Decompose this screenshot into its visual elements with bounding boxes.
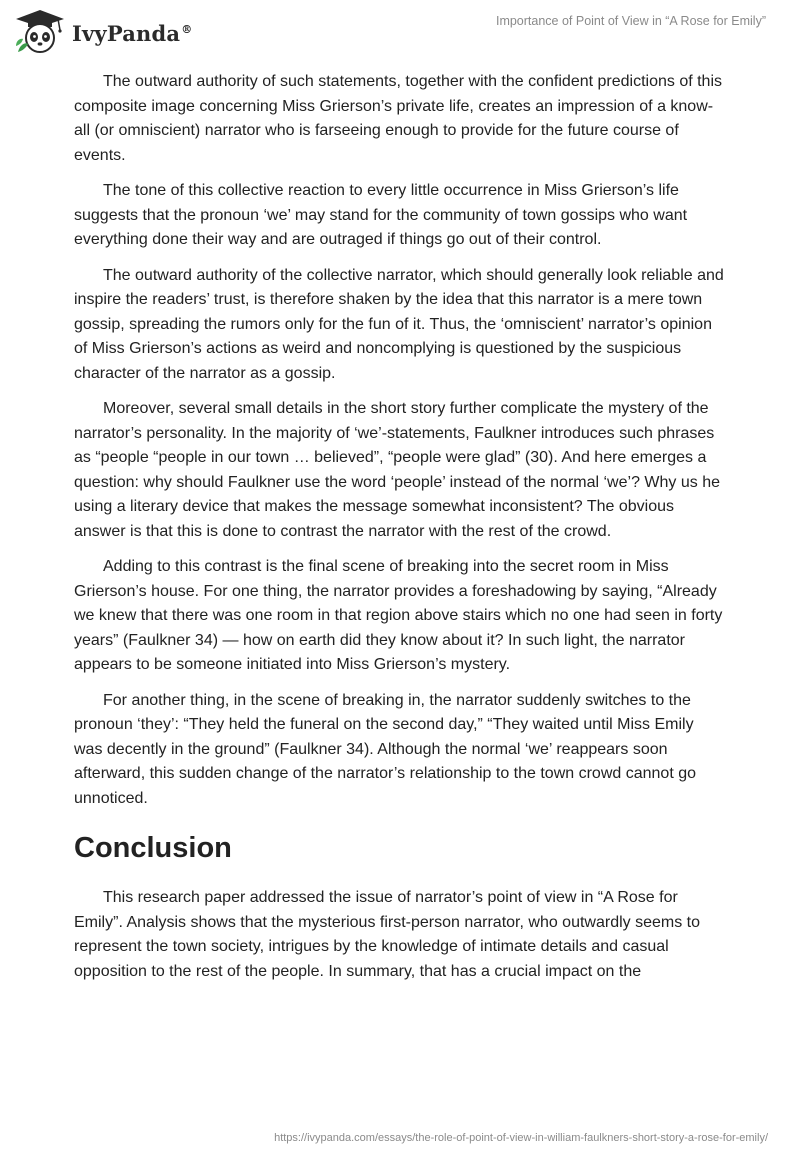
conclusion-heading: Conclusion (74, 832, 232, 864)
paragraph: Moreover, several small details in the short story further complicate the mystery of the narrator’s personality. In the majority of ‘we’-statements, Faulkner introduces such phrases as “people “people in our town … believed”, “people were glad” (30). And here emerges a question: why should Faulkner use the word ‘people’ instead of the normal ‘we’? Why us he using a literary device that makes the message somewhat inconsistent? The obvious answer is that this is done to contrast the narrator with the rest of the crowd. (74, 400, 720, 540)
registered-mark: ® (181, 22, 193, 36)
paragraph: The outward authority of the collective narrator, which should generally look reliable and inspire the readers’ trust, is therefore shaken by the idea that this narrator is a mere town gossip, spreading the rumors only for the fun of it. Thus, the ‘omniscient’ narrator’s opinion of Miss Grierson’s actions as weird and noncomplying is questioned by the suspicious character of the narrator as a gossip. (74, 266, 724, 382)
paragraph: The tone of this collective reaction to every little occurrence in Miss Grierson’s life suggests that the pronoun ‘we’ may stand for the community of town gossips who want everything done their way and are outraged if things go out of their control. (74, 182, 688, 248)
paragraph: The outward authority of such statements, together with the confident predictions of this composite image concerning Miss Grierson’s private life, creates an impression of a know-all (or omniscient) narrator who is farseeing enough to provide for the future course of events. (74, 73, 723, 164)
essay-content (74, 70, 726, 995)
source-url[interactable]: https://ivypanda.com/essays/the-role-of-point-of-view-in-william-faulkners-short-story-a-rose-for-emily/ (274, 1132, 768, 1144)
conclusion-paragraph: This research paper addressed the issue of narrator’s point of view in “A Rose for Emily”. Analysis shows that the mysterious first-person narrator, who outwardly seems to represent the town society, intrigues by the knowledge of intimate details and casual opposition to the rest of the people. In summary, that has a crucial impact on the (74, 889, 701, 980)
panda-graduate-logo-icon (14, 8, 66, 54)
paragraph: For another thing, in the scene of breaking in, the narrator suddenly switches to the pronoun ‘they’: “They held the funeral on the second day,” “They waited until Miss Emily was decently in the ground” (Faulkner 34). Although the normal ‘we’ reappears soon afterward, this sudden change of the narrator’s relationship to the town crowd cannot go unnoticed. (74, 691, 697, 807)
page-header (0, 0, 800, 60)
ivypanda-logo[interactable] (14, 8, 192, 54)
brand-name (72, 21, 192, 46)
brand-name-text: IvyPanda (72, 20, 181, 46)
paragraph: Adding to this contrast is the final scene of breaking into the secret room in Miss Grierson’s house. For one thing, the narrator provides a foreshadowing by saying, “Already we knew that there was one room in that region above stairs which no one had seen in forty years” (Faulkner 34) — how on earth did they know about it? In such light, the narrator appears to be someone initiated into Miss Grierson’s mystery. (74, 558, 723, 673)
document-title: Importance of Point of View in “A Rose for Emily” (495, 14, 766, 28)
